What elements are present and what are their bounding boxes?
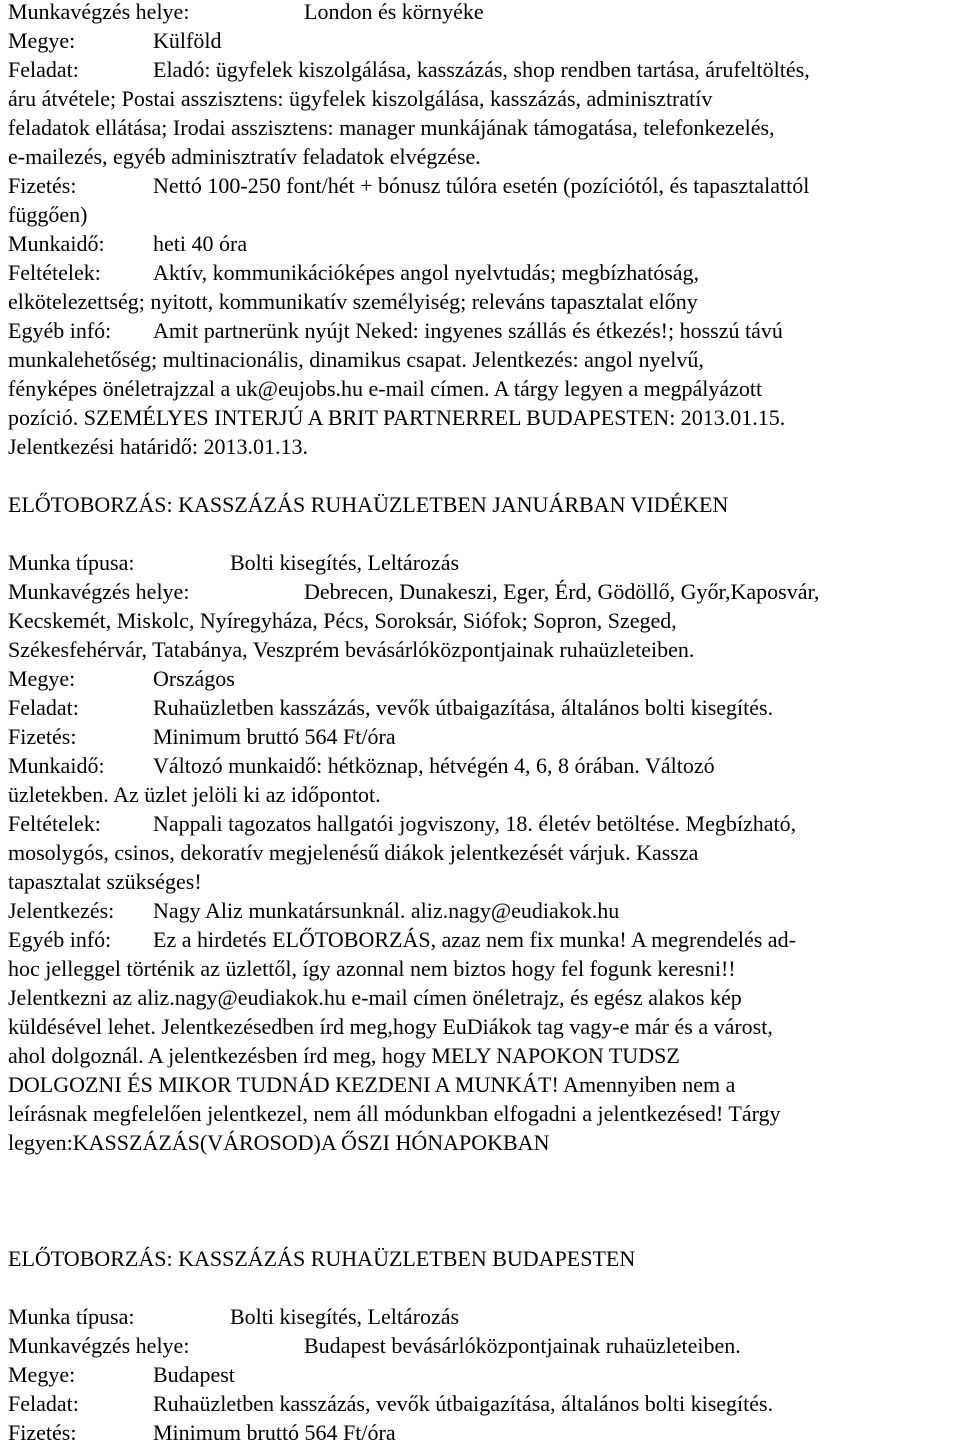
s2-apply-label: Jelentkezés: — [8, 898, 115, 923]
s3-work-place-label: Munkavégzés helye: — [8, 1333, 190, 1358]
s1-task-row — [8, 55, 810, 84]
s2-other-line: leírásnak megfelelően jelentkezel, nem áll módunkban elfogadni a jelentkezésed! Tárgy — [8, 1101, 781, 1126]
s2-work-place-line: Székesfehérvár, Tatabánya, Veszprém bevásárlóközpontjainak ruhaüzleteiben. — [8, 637, 695, 662]
s2-other-line: hoc jelleggel történik az üzlettől, így azonnal nem biztos hogy fel fogunk keresni!! — [8, 956, 736, 981]
s1-other-line: munkalehetőség; multinacionális, dinamikus csapat. Jelentkezés: angol nyelvű, — [8, 347, 704, 372]
s1-other-line: Amit partnerünk nyújt Neked: ingyenes szállás és étkezés!; hosszú távú — [153, 318, 783, 343]
s2-conditions-line: tapasztalat szükséges! — [8, 869, 202, 894]
s2-other-row — [8, 925, 796, 954]
s2-other-label: Egyéb infó: — [8, 927, 112, 952]
s2-hours-row — [8, 751, 715, 780]
s3-work-place-value: Budapest bevásárlóközpontjainak ruhaüzleteiben. — [304, 1333, 741, 1358]
s1-task-line: áru átvétele; Postai asszisztens: ügyfelek kiszolgálása, kasszázás, adminisztratív — [8, 86, 713, 111]
s1-county-value: Külföld — [153, 28, 222, 53]
s3-type-row — [8, 1302, 459, 1331]
s3-heading: ELŐTOBORZÁS: KASSZÁZÁS RUHAÜZLETBEN BUDAPESTEN — [8, 1246, 636, 1271]
s1-hours-row — [8, 229, 247, 258]
s2-type-label: Munka típusa: — [8, 550, 135, 575]
s2-hours-line: üzletekben. Az üzlet jelöli ki az időpontot. — [8, 782, 381, 807]
s1-pay-line: függően) — [8, 202, 88, 227]
s1-hours-value: heti 40 óra — [153, 231, 248, 256]
s1-pay-line: Nettó 100-250 font/hét + bónusz túlóra esetén (pozíciótól, és tapasztalattól — [153, 173, 810, 198]
s2-other-line: DOLGOZNI ÉS MIKOR TUDNÁD KEZDENI A MUNKÁT! Amennyiben nem a — [8, 1072, 736, 1097]
s2-conditions-line: Nappali tagozatos hallgatói jogviszony, 18. életév betöltése. Megbízható, — [153, 811, 797, 836]
s3-county-value: Budapest — [153, 1362, 235, 1387]
s2-pay-value: Minimum bruttó 564 Ft/óra — [153, 724, 396, 749]
s1-hours-label: Munkaidő: — [8, 231, 105, 256]
s3-type-label: Munka típusa: — [8, 1304, 135, 1329]
s1-task-line: Eladó: ügyfelek kiszolgálása, kasszázás, shop rendben tartása, árufeltöltés, — [153, 57, 810, 82]
s1-task-line: feladatok ellátása; Irodai asszisztens: manager munkájának támogatása, telefonkezelés, — [8, 115, 775, 140]
s2-type-value: Bolti kisegítés, Leltározás — [230, 550, 460, 575]
s2-work-place-line: Debrecen, Dunakeszi, Eger, Érd, Gödöllő, Győr,Kaposvár, — [304, 579, 820, 604]
s2-work-place-line: Kecskemét, Miskolc, Nyíregyháza, Pécs, Soroksár, Siófok; Sopron, Szeged, — [8, 608, 677, 633]
s1-conditions-row — [8, 258, 699, 287]
s2-other-line: ahol dolgoznál. A jelentkezésben írd meg, hogy MELY NAPOKON TUDSZ — [8, 1043, 680, 1068]
s2-county-row — [8, 664, 235, 693]
s1-conditions-line: elkötelezettség; nyitott, kommunikatív személyiség; releváns tapasztalat előny — [8, 289, 698, 314]
s2-county-value: Országos — [153, 666, 235, 691]
s1-county-label: Megye: — [8, 28, 76, 53]
s2-other-line: legyen:KASSZÁZÁS(VÁROSOD)A ŐSZI HÓNAPOKBAN — [8, 1130, 550, 1155]
s2-work-place-row — [8, 577, 819, 606]
s2-apply-row — [8, 896, 619, 925]
s3-type-value: Bolti kisegítés, Leltározás — [230, 1304, 460, 1329]
s1-other-line: pozíció. SZEMÉLYES INTERJÚ A BRIT PARTNERREL BUDAPESTEN: 2013.01.15. — [8, 405, 786, 430]
s3-task-row — [8, 1389, 773, 1418]
s1-work-place-value: London és környéke — [304, 0, 484, 24]
s2-other-line: Jelentkezni az aliz.nagy@eudiakok.hu e-mail címen önéletrajz, és egész alakos kép — [8, 985, 742, 1010]
s2-county-label: Megye: — [8, 666, 76, 691]
s1-pay-label: Fizetés: — [8, 173, 77, 198]
s3-pay-row — [8, 1418, 396, 1447]
s2-conditions-label: Feltételek: — [8, 811, 101, 836]
s2-type-row — [8, 548, 459, 577]
s1-work-place-row — [8, 0, 484, 26]
s2-task-label: Feladat: — [8, 695, 79, 720]
s3-county-row — [8, 1360, 235, 1389]
s2-apply-value: Nagy Aliz munkatársunknál. aliz.nagy@eudiakok.hu — [153, 898, 620, 923]
s1-county-row — [8, 26, 221, 55]
s3-county-label: Megye: — [8, 1362, 76, 1387]
s2-work-place-label: Munkavégzés helye: — [8, 579, 190, 604]
s1-conditions-label: Feltételek: — [8, 260, 101, 285]
s2-conditions-line: mosolygós, csinos, dekoratív megjelenésű diákok jelentkezését várjuk. Kassza — [8, 840, 699, 865]
s2-pay-row — [8, 722, 396, 751]
s1-other-line: Jelentkezési határidő: 2013.01.13. — [8, 434, 308, 459]
s3-task-label: Feladat: — [8, 1391, 79, 1416]
s2-hours-label: Munkaidő: — [8, 753, 105, 778]
s2-other-line: küldésével lehet. Jelentkezésedben írd meg,hogy EuDiákok tag vagy-e már és a várost, — [8, 1014, 773, 1039]
s1-other-label: Egyéb infó: — [8, 318, 112, 343]
s3-pay-value: Minimum bruttó 564 Ft/óra — [153, 1420, 396, 1445]
s2-pay-label: Fizetés: — [8, 724, 77, 749]
s1-other-line: fényképes önéletrajzzal a uk@eujobs.hu e-mail címen. A tárgy legyen a megpályázott — [8, 376, 763, 401]
s3-work-place-row — [8, 1331, 741, 1360]
s1-pay-row — [8, 171, 809, 200]
s1-task-label: Feladat: — [8, 57, 79, 82]
s1-task-line: e-mailezés, egyéb adminisztratív feladatok elvégzése. — [8, 144, 481, 169]
s3-pay-label: Fizetés: — [8, 1420, 77, 1445]
s2-conditions-row — [8, 809, 796, 838]
s1-other-row — [8, 316, 783, 345]
s3-task-value: Ruhaüzletben kasszázás, vevők útbaigazítása, általános bolti kisegítés. — [153, 1391, 774, 1416]
s1-work-place-label: Munkavégzés helye: — [8, 0, 190, 24]
s2-heading: ELŐTOBORZÁS: KASSZÁZÁS RUHAÜZLETBEN JANUÁRBAN VIDÉKEN — [8, 492, 729, 517]
s2-other-line: Ez a hirdetés ELŐTOBORZÁS, azaz nem fix munka! A megrendelés ad- — [153, 927, 796, 952]
s1-conditions-line: Aktív, kommunikációképes angol nyelvtudás; megbízhatóság, — [153, 260, 700, 285]
s2-task-value: Ruhaüzletben kasszázás, vevők útbaigazítása, általános bolti kisegítés. — [153, 695, 774, 720]
s2-hours-line: Változó munkaidő: hétköznap, hétvégén 4, 6, 8 órában. Változó — [153, 753, 715, 778]
s2-task-row — [8, 693, 773, 722]
